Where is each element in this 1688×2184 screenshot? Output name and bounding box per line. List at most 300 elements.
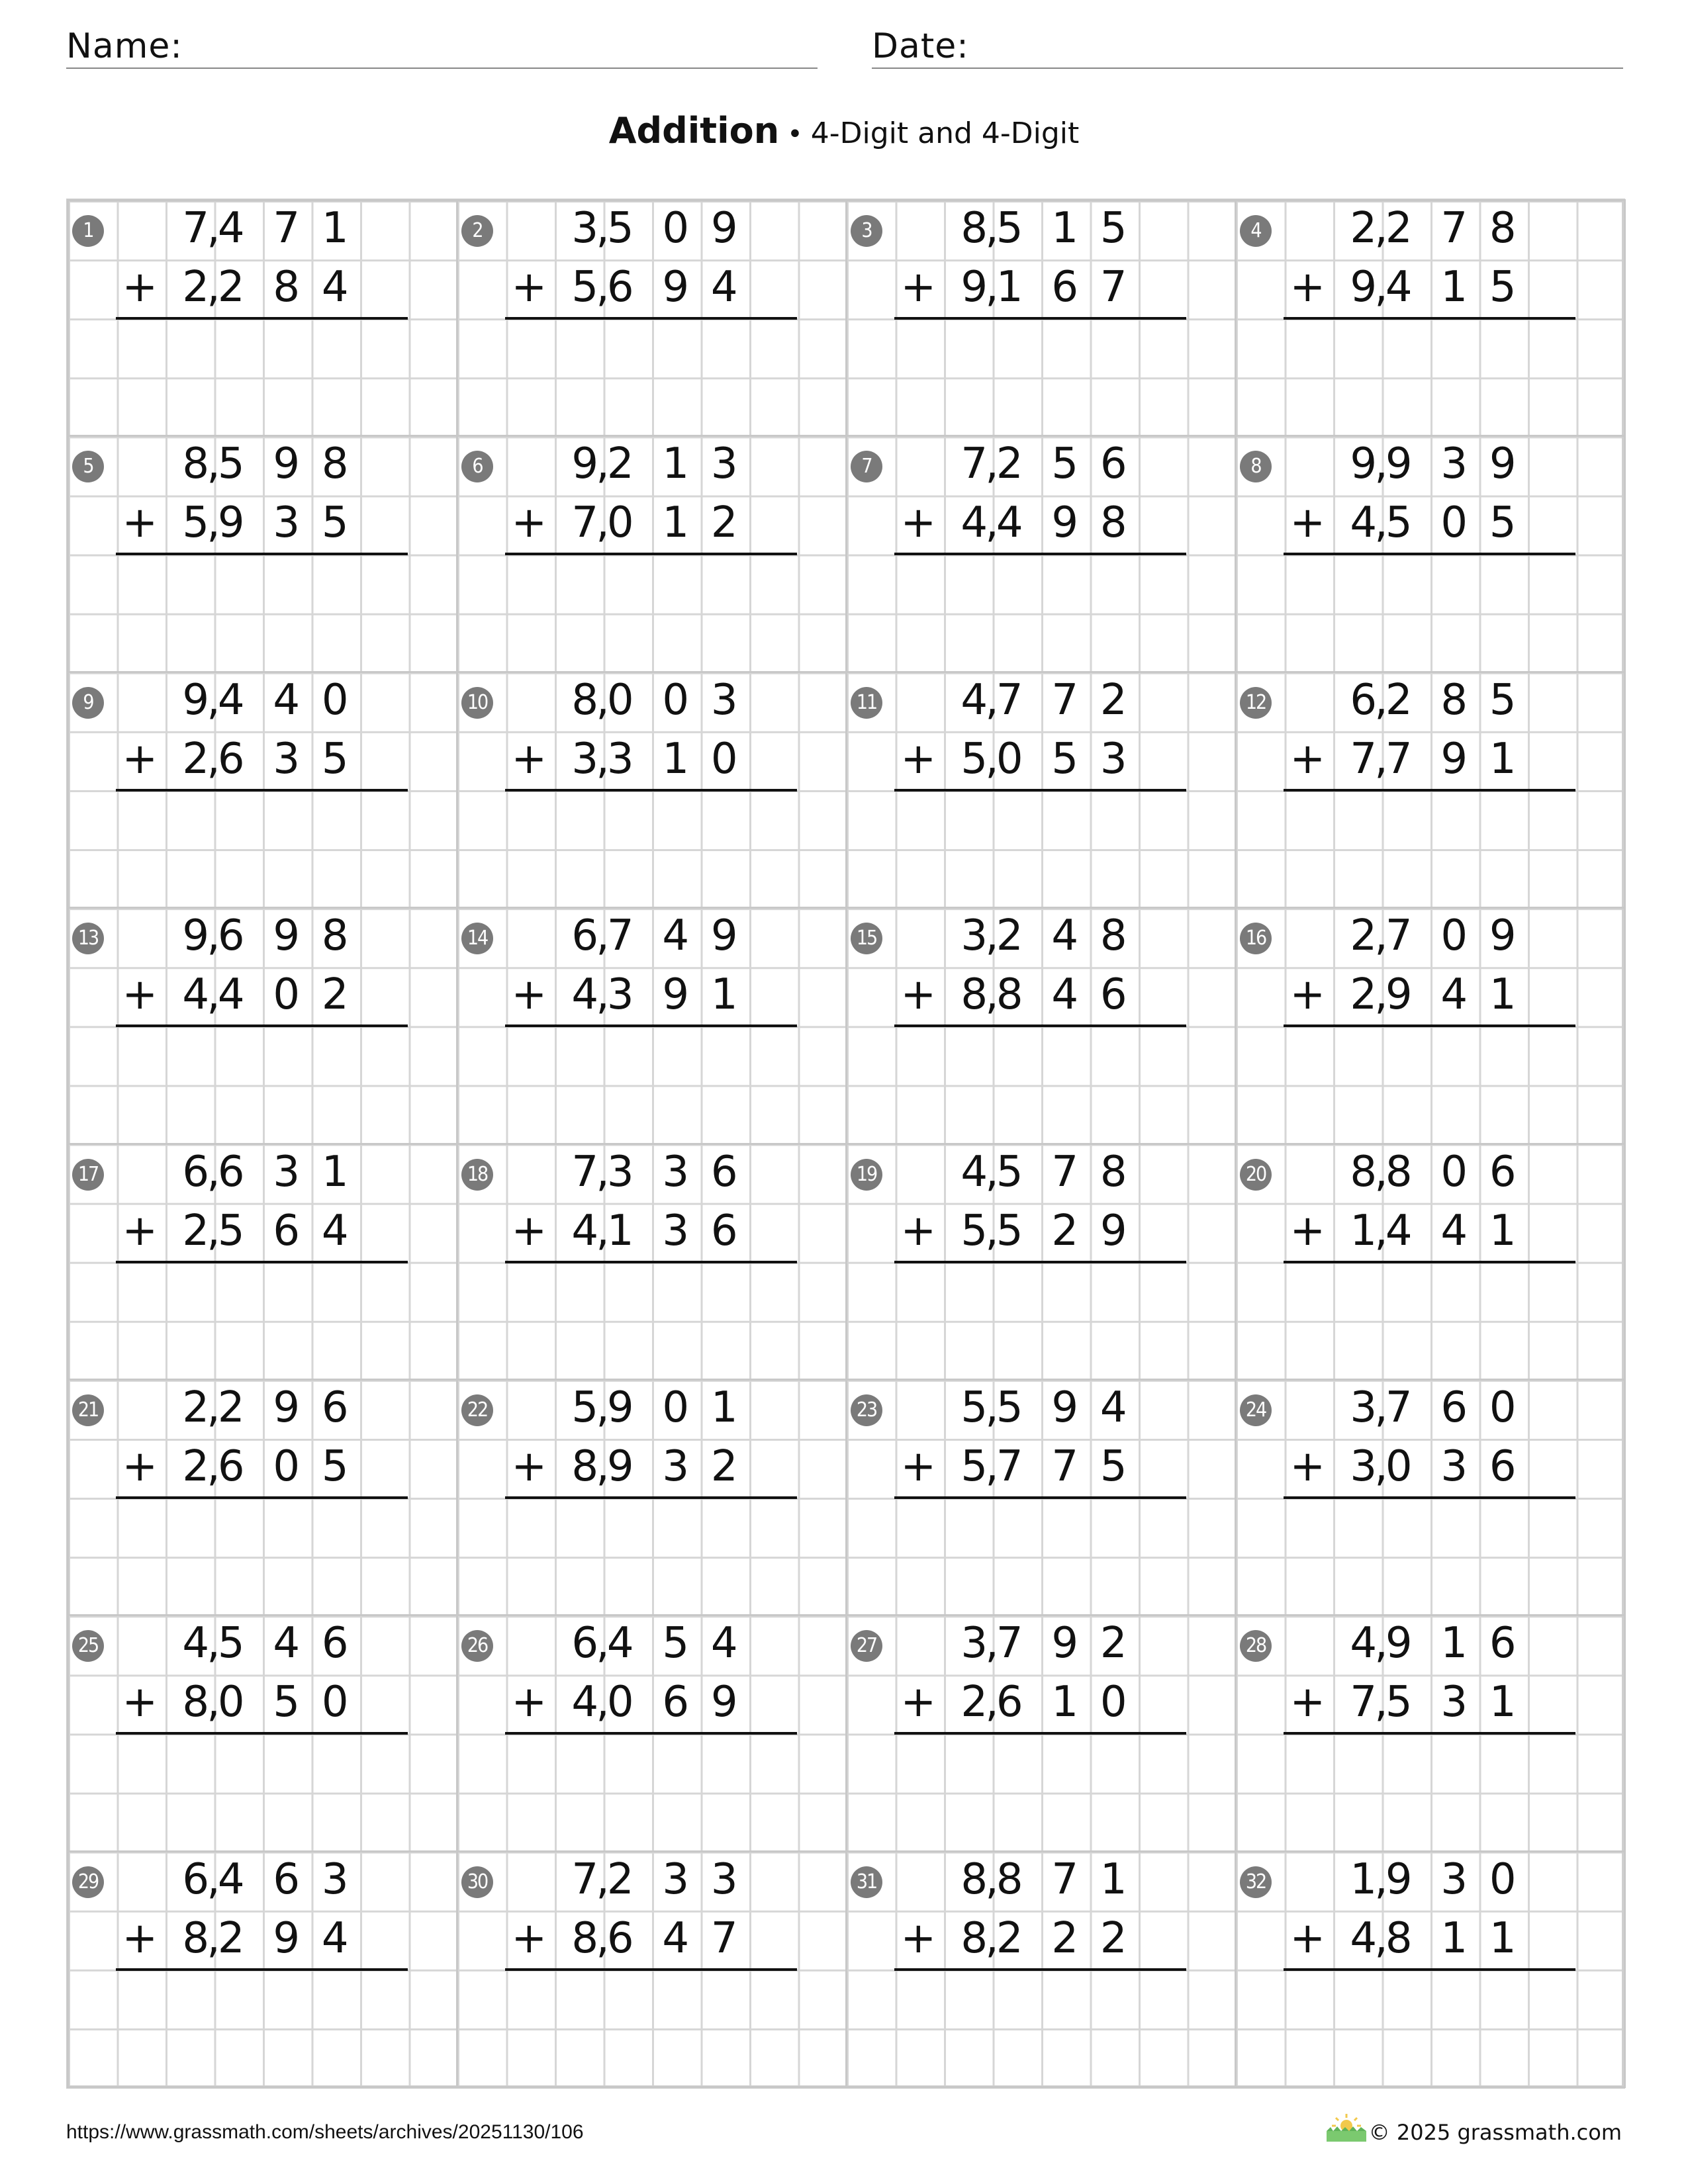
thousands-comma: , — [1374, 204, 1388, 253]
plus-sign: + — [900, 263, 937, 312]
thousands-comma: , — [985, 439, 999, 489]
digit: 9 — [217, 498, 245, 548]
digit: 3 — [1350, 1383, 1378, 1432]
digit: 9 — [182, 675, 210, 725]
digit: 4 — [961, 1147, 988, 1197]
thousands-comma: , — [985, 498, 999, 548]
digit: 4 — [571, 970, 599, 1020]
thousands-comma: , — [985, 1913, 999, 1963]
digit: 9 — [273, 439, 301, 489]
addition-problem — [845, 1143, 1235, 1379]
problem-number-badge: 11 — [851, 687, 882, 719]
digit: 7 — [606, 911, 634, 961]
plus-sign: + — [122, 1442, 158, 1491]
title-subtitle: 4-Digit and 4-Digit — [810, 116, 1080, 150]
thousands-comma: , — [1374, 498, 1388, 548]
digit: 9 — [1385, 970, 1413, 1020]
plus-sign: + — [1289, 734, 1326, 784]
thousands-comma: , — [1374, 1678, 1388, 1727]
thousands-comma: , — [985, 675, 999, 725]
plus-sign: + — [122, 734, 158, 784]
answer-line — [116, 1496, 408, 1499]
digit: 5 — [961, 1383, 988, 1432]
name-label: Name: — [66, 26, 183, 66]
digit: 2 — [961, 1678, 988, 1727]
digit: 9 — [571, 439, 599, 489]
thousands-comma: , — [985, 1442, 999, 1492]
digit: 8 — [961, 204, 988, 253]
addition-problem — [456, 1143, 845, 1379]
problem-number-badge: 24 — [1240, 1394, 1272, 1426]
digit: 7 — [710, 1913, 738, 1963]
digit: 1 — [1440, 1619, 1468, 1668]
thousands-comma: , — [985, 734, 999, 784]
digit: 0 — [710, 734, 738, 784]
digit: 8 — [1385, 1147, 1413, 1197]
top-addend — [456, 1614, 845, 1673]
plus-sign: + — [122, 1678, 158, 1727]
thousands-comma: , — [596, 1619, 610, 1668]
digit: 1 — [1489, 734, 1517, 784]
digit: 5 — [1100, 1442, 1127, 1492]
digit: 5 — [321, 498, 349, 548]
top-addend — [1235, 671, 1624, 730]
digit: 8 — [1100, 911, 1127, 961]
thousands-comma: , — [1374, 1913, 1388, 1963]
digit: 8 — [996, 1854, 1023, 1904]
answer-line — [116, 1261, 408, 1263]
digit: 5 — [1051, 439, 1079, 489]
addition-problem — [67, 1143, 456, 1379]
answer-line — [116, 317, 408, 320]
problem-number-badge: 22 — [461, 1394, 493, 1426]
plus-sign: + — [122, 970, 158, 1020]
answer-line — [1284, 1261, 1575, 1263]
digit: 9 — [606, 1442, 634, 1492]
digit: 4 — [273, 1619, 301, 1668]
digit: 9 — [710, 1678, 738, 1727]
digit: 3 — [273, 734, 301, 784]
thousands-comma: , — [985, 1383, 999, 1432]
problem-number-badge: 5 — [72, 451, 104, 482]
answer-line — [1284, 317, 1575, 320]
problem-number-badge: 26 — [461, 1630, 493, 1662]
digit: 7 — [1385, 734, 1413, 784]
thousands-comma: , — [207, 1913, 220, 1963]
thousands-comma: , — [1374, 439, 1388, 489]
answer-line — [1284, 789, 1575, 792]
problem-number-badge: 7 — [851, 451, 882, 482]
problem-number-badge: 20 — [1240, 1159, 1272, 1191]
addition-problem — [845, 671, 1235, 907]
digit: 5 — [996, 1147, 1023, 1197]
plus-sign: + — [1289, 263, 1326, 312]
name-line — [66, 68, 818, 69]
thousands-comma: , — [596, 1854, 610, 1904]
digit: 2 — [182, 1383, 210, 1432]
digit: 8 — [1100, 498, 1127, 548]
thousands-comma: , — [207, 204, 220, 253]
digit: 4 — [217, 1854, 245, 1904]
top-addend — [1235, 199, 1624, 258]
digit: 6 — [571, 1619, 599, 1668]
digit: 3 — [710, 675, 738, 725]
top-addend — [67, 671, 456, 730]
digit: 7 — [182, 204, 210, 253]
digit: 4 — [996, 498, 1023, 548]
top-addend — [456, 1143, 845, 1202]
digit: 0 — [217, 1678, 245, 1727]
thousands-comma: , — [596, 498, 610, 548]
thousands-comma: , — [1374, 1383, 1388, 1432]
answer-line — [894, 1732, 1186, 1735]
answer-line — [505, 317, 797, 320]
answer-line — [894, 789, 1186, 792]
top-addend — [1235, 1850, 1624, 1909]
digit: 4 — [217, 970, 245, 1020]
digit: 7 — [1051, 675, 1079, 725]
plus-sign: + — [1289, 498, 1326, 548]
addition-problem — [456, 1850, 845, 2086]
digit: 4 — [1385, 1206, 1413, 1255]
digit: 8 — [961, 1854, 988, 1904]
digit: 2 — [710, 498, 738, 548]
digit: 6 — [996, 1678, 1023, 1727]
digit: 5 — [273, 1678, 301, 1727]
digit: 5 — [571, 263, 599, 312]
digit: 3 — [321, 1854, 349, 1904]
digit: 8 — [321, 911, 349, 961]
thousands-comma: , — [207, 1442, 220, 1492]
digit: 9 — [662, 970, 690, 1020]
digit: 2 — [1100, 1913, 1127, 1963]
thousands-comma: , — [1374, 734, 1388, 784]
digit: 6 — [217, 734, 245, 784]
problem-number-badge: 9 — [72, 687, 104, 719]
top-addend — [845, 1850, 1235, 1909]
digit: 2 — [217, 263, 245, 312]
digit: 2 — [996, 911, 1023, 961]
digit: 2 — [182, 734, 210, 784]
digit: 3 — [961, 1619, 988, 1668]
thousands-comma: , — [596, 1442, 610, 1492]
digit: 2 — [1100, 1619, 1127, 1668]
top-addend — [845, 199, 1235, 258]
problem-number-badge: 4 — [1240, 215, 1272, 247]
problem-number-badge: 23 — [851, 1394, 882, 1426]
digit: 2 — [182, 1206, 210, 1255]
digit: 5 — [961, 1206, 988, 1255]
digit: 5 — [1100, 204, 1127, 253]
addition-problem — [1235, 435, 1624, 670]
answer-line — [116, 789, 408, 792]
digit: 6 — [217, 1147, 245, 1197]
digit: 7 — [1385, 1383, 1413, 1432]
top-addend — [845, 907, 1235, 966]
digit: 4 — [1385, 263, 1413, 312]
addition-problem — [67, 1379, 456, 1614]
digit: 3 — [1440, 1678, 1468, 1727]
addition-problem — [456, 199, 845, 435]
digit: 0 — [606, 1678, 634, 1727]
thousands-comma: , — [985, 1147, 999, 1197]
digit: 2 — [182, 263, 210, 312]
digit: 7 — [1051, 1854, 1079, 1904]
digit: 8 — [182, 1913, 210, 1963]
digit: 9 — [1350, 263, 1378, 312]
addition-problem — [67, 199, 456, 435]
plus-sign: + — [511, 734, 547, 784]
digit: 0 — [1489, 1854, 1517, 1904]
top-addend — [67, 1850, 456, 1909]
plus-sign: + — [1289, 1442, 1326, 1491]
worksheet-title — [0, 106, 1688, 165]
digit: 4 — [662, 911, 690, 961]
digit: 9 — [1051, 498, 1079, 548]
digit: 1 — [606, 1206, 634, 1255]
answer-line — [505, 1732, 797, 1735]
digit: 3 — [662, 1442, 690, 1492]
addition-problem — [845, 1379, 1235, 1614]
digit: 7 — [1385, 911, 1413, 961]
answer-line — [894, 553, 1186, 555]
digit: 6 — [606, 1913, 634, 1963]
thousands-comma: , — [596, 204, 610, 253]
addition-problem — [845, 907, 1235, 1142]
digit: 1 — [710, 1383, 738, 1432]
answer-line — [894, 1968, 1186, 1971]
thousands-comma: , — [596, 675, 610, 725]
digit: 4 — [273, 675, 301, 725]
digit: 9 — [1489, 439, 1517, 489]
digit: 5 — [961, 1442, 988, 1492]
problem-number-badge: 30 — [461, 1866, 493, 1898]
digit: 6 — [273, 1206, 301, 1255]
plus-sign: + — [122, 263, 158, 312]
digit: 1 — [1489, 1206, 1517, 1255]
digit: 8 — [571, 1913, 599, 1963]
thousands-comma: , — [596, 1913, 610, 1963]
digit: 0 — [606, 498, 634, 548]
digit: 5 — [1489, 675, 1517, 725]
digit: 2 — [217, 1383, 245, 1432]
digit: 4 — [217, 204, 245, 253]
digit: 3 — [273, 498, 301, 548]
digit: 1 — [662, 498, 690, 548]
date-label: Date: — [872, 26, 969, 66]
digit: 4 — [710, 1619, 738, 1668]
thousands-comma: , — [207, 1678, 220, 1727]
digit: 6 — [606, 263, 634, 312]
digit: 3 — [662, 1206, 690, 1255]
digit: 3 — [571, 734, 599, 784]
digit: 0 — [1440, 498, 1468, 548]
thousands-comma: , — [596, 1678, 610, 1727]
thousands-comma: , — [596, 263, 610, 312]
digit: 6 — [1350, 675, 1378, 725]
digit: 4 — [1350, 498, 1378, 548]
digit: 4 — [606, 1619, 634, 1668]
digit: 5 — [1051, 734, 1079, 784]
digit: 8 — [273, 263, 301, 312]
plus-sign: + — [511, 263, 547, 312]
digit: 6 — [1051, 263, 1079, 312]
top-addend — [845, 671, 1235, 730]
digit: 1 — [1350, 1854, 1378, 1904]
digit: 2 — [1385, 675, 1413, 725]
problem-number-badge: 15 — [851, 923, 882, 954]
thousands-comma: , — [985, 970, 999, 1020]
digit: 9 — [1051, 1383, 1079, 1432]
digit: 9 — [1385, 1619, 1413, 1668]
thousands-comma: , — [207, 1383, 220, 1432]
answer-line — [505, 1261, 797, 1263]
digit: 8 — [321, 439, 349, 489]
problem-number-badge: 3 — [851, 215, 882, 247]
digit: 5 — [996, 1383, 1023, 1432]
digit: 5 — [217, 1619, 245, 1668]
digit: 3 — [1440, 439, 1468, 489]
digit: 7 — [1350, 734, 1378, 784]
thousands-comma: , — [985, 1206, 999, 1255]
digit: 1 — [710, 970, 738, 1020]
digit: 3 — [1350, 1442, 1378, 1492]
digit: 0 — [662, 204, 690, 253]
digit: 6 — [217, 1442, 245, 1492]
digit: 8 — [571, 675, 599, 725]
answer-line — [894, 317, 1186, 320]
digit: 6 — [710, 1206, 738, 1255]
digit: 2 — [1100, 675, 1127, 725]
thousands-comma: , — [1374, 1147, 1388, 1197]
thousands-comma: , — [596, 911, 610, 961]
digit: 6 — [217, 911, 245, 961]
thousands-comma: , — [596, 1147, 610, 1197]
thousands-comma: , — [985, 1619, 999, 1668]
digit: 2 — [182, 1442, 210, 1492]
digit: 5 — [606, 204, 634, 253]
digit: 1 — [662, 439, 690, 489]
digit: 7 — [1440, 204, 1468, 253]
digit: 3 — [273, 1147, 301, 1197]
problem-number-badge: 14 — [461, 923, 493, 954]
digit: 0 — [1489, 1383, 1517, 1432]
digit: 0 — [273, 970, 301, 1020]
answer-line — [894, 1261, 1186, 1263]
digit: 5 — [996, 204, 1023, 253]
digit: 6 — [1489, 1147, 1517, 1197]
digit: 5 — [571, 1383, 599, 1432]
thousands-comma: , — [985, 1854, 999, 1904]
top-addend — [456, 907, 845, 966]
answer-line — [505, 1024, 797, 1027]
plus-sign: + — [1289, 1678, 1326, 1727]
digit: 6 — [662, 1678, 690, 1727]
addition-problem — [845, 199, 1235, 435]
digit: 0 — [606, 675, 634, 725]
problem-number-badge: 17 — [72, 1159, 104, 1191]
digit: 8 — [1489, 204, 1517, 253]
plus-sign: + — [511, 1678, 547, 1727]
answer-line — [116, 553, 408, 555]
digit: 1 — [1489, 970, 1517, 1020]
digit: 4 — [571, 1206, 599, 1255]
digit: 0 — [1100, 1678, 1127, 1727]
plus-sign: + — [900, 1678, 937, 1727]
name-field[interactable] — [66, 25, 818, 68]
digit: 6 — [710, 1147, 738, 1197]
digit: 9 — [961, 263, 988, 312]
digit: 9 — [1350, 439, 1378, 489]
digit: 9 — [1100, 1206, 1127, 1255]
thousands-comma: , — [207, 498, 220, 548]
digit: 9 — [182, 911, 210, 961]
top-addend — [456, 435, 845, 494]
digit: 4 — [217, 675, 245, 725]
digit: 2 — [606, 1854, 634, 1904]
top-addend — [845, 1614, 1235, 1673]
digit: 9 — [273, 1383, 301, 1432]
digit: 0 — [321, 1678, 349, 1727]
top-addend — [845, 1143, 1235, 1202]
digit: 5 — [1489, 498, 1517, 548]
problem-number-badge: 10 — [461, 687, 493, 719]
problem-number-badge: 32 — [1240, 1866, 1272, 1898]
thousands-comma: , — [1374, 1442, 1388, 1492]
digit: 1 — [662, 734, 690, 784]
digit: 7 — [571, 1854, 599, 1904]
date-field[interactable] — [872, 25, 1623, 68]
digit: 5 — [321, 734, 349, 784]
problem-number-badge: 12 — [1240, 687, 1272, 719]
digit: 4 — [710, 263, 738, 312]
addition-problem — [1235, 671, 1624, 907]
addition-problem — [845, 1614, 1235, 1850]
digit: 7 — [1051, 1442, 1079, 1492]
digit: 2 — [217, 1913, 245, 1963]
date-line — [872, 68, 1623, 69]
answer-line — [505, 553, 797, 555]
digit: 7 — [571, 1147, 599, 1197]
digit: 4 — [1350, 1619, 1378, 1668]
problem-number-badge: 31 — [851, 1866, 882, 1898]
digit: 4 — [321, 1913, 349, 1963]
digit: 7 — [1051, 1147, 1079, 1197]
top-addend — [1235, 1614, 1624, 1673]
answer-line — [1284, 1732, 1575, 1735]
digit: 0 — [321, 675, 349, 725]
thousands-comma: , — [985, 263, 999, 312]
digit: 2 — [996, 439, 1023, 489]
digit: 4 — [182, 1619, 210, 1668]
problem-number-badge: 16 — [1240, 923, 1272, 954]
digit: 1 — [1051, 204, 1079, 253]
digit: 2 — [321, 970, 349, 1020]
digit: 6 — [273, 1854, 301, 1904]
thousands-comma: , — [1374, 1206, 1388, 1255]
digit: 1 — [996, 263, 1023, 312]
answer-line — [116, 1024, 408, 1027]
top-addend — [845, 1379, 1235, 1437]
problem-number-badge: 13 — [72, 923, 104, 954]
thousands-comma: , — [1374, 675, 1388, 725]
problem-number-badge: 2 — [461, 215, 493, 247]
grass-sun-logo-icon — [1324, 2113, 1369, 2143]
thousands-comma: , — [207, 911, 220, 961]
digit: 9 — [1440, 734, 1468, 784]
digit: 4 — [1100, 1383, 1127, 1432]
top-addend — [456, 199, 845, 258]
